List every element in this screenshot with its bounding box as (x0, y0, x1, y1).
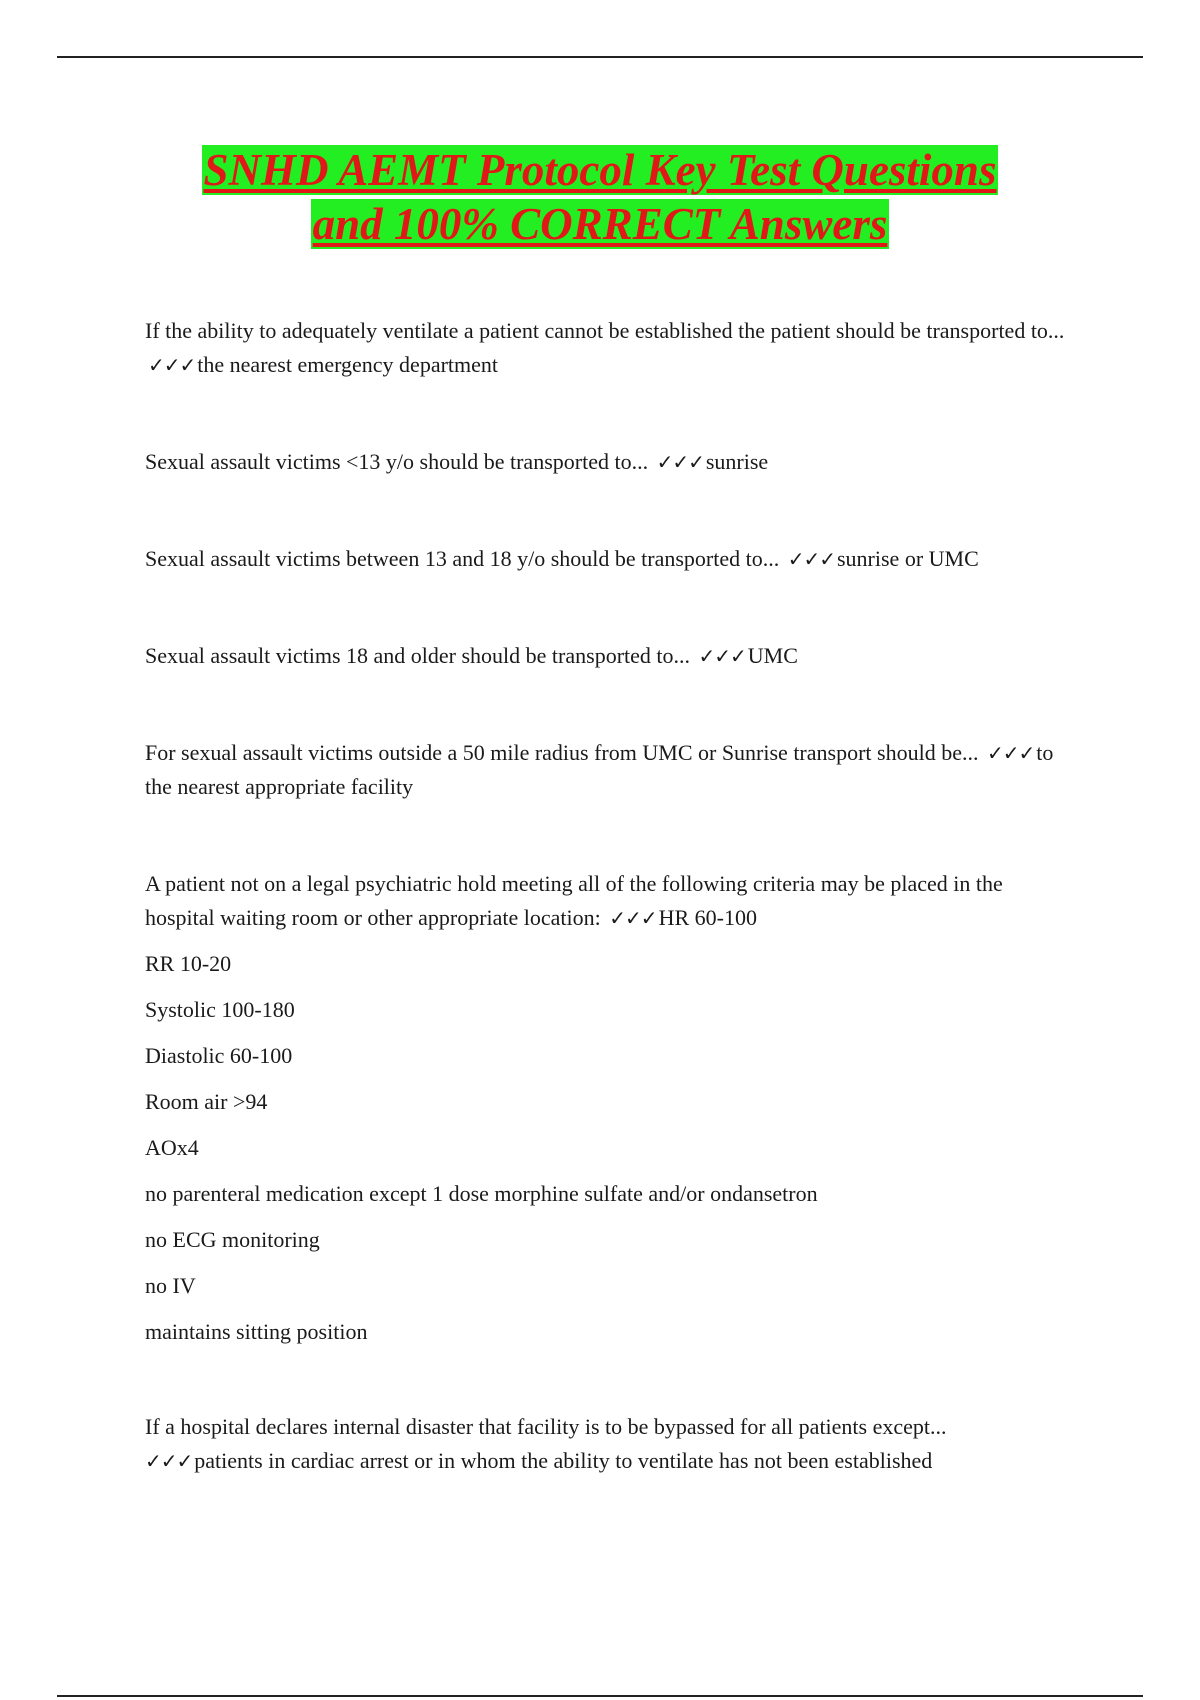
answer-line: RR 10-20 (145, 951, 232, 976)
answer-line: Room air >94 (145, 1089, 268, 1114)
checkmark-icon: ✓✓✓ (609, 906, 657, 930)
question-text: Sexual assault victims 18 and older should be transported to... (145, 643, 691, 668)
header-rule (57, 56, 1143, 58)
answer-text: sunrise (705, 449, 769, 474)
checkmark-icon: ✓✓✓ (656, 450, 704, 474)
question-text: For sexual assault victims outside a 50 mile radius from UMC or Sunrise transport should be... (145, 740, 979, 765)
footer-rule (57, 1695, 1143, 1697)
answer-line: Diastolic 60-100 (145, 1043, 293, 1068)
qa-item-4 (145, 639, 1075, 673)
answer-line: AOx4 (145, 1135, 199, 1160)
qa-item-7 (145, 1410, 1075, 1478)
answer-text: sunrise or UMC (837, 546, 979, 571)
title-line-1: SNHD AEMT Protocol Key Test Questions (203, 145, 997, 195)
question-text: Sexual assault victims between 13 and 18 y/o should be transported to... (145, 546, 780, 571)
qa-list (145, 314, 1075, 1478)
answer-line: maintains sitting position (145, 1319, 368, 1344)
qa-item-1 (145, 314, 1075, 382)
answer-line: no parenteral medication except 1 dose morphine sulfate and/or ondansetron (145, 1181, 818, 1206)
qa-item-2 (145, 445, 1075, 479)
checkmark-icon: ✓✓✓ (787, 547, 835, 571)
checkmark-icon: ✓✓✓ (148, 353, 196, 377)
qa-item-5 (145, 736, 1075, 804)
question-text: Sexual assault victims <13 y/o should be transported to... (145, 449, 649, 474)
document-title (100, 143, 1100, 251)
checkmark-icon: ✓✓✓ (698, 644, 746, 668)
qa-item-3 (145, 542, 1075, 576)
question-text: A patient not on a legal psychiatric hold meeting all of the following criteria may be placed in the hospital waiting room or other appropriate location: (145, 871, 1003, 930)
answer-text: UMC (747, 643, 798, 668)
title-line-2: and 100% CORRECT Answers (312, 199, 888, 249)
answer-line: Systolic 100-180 (145, 997, 295, 1022)
checkmark-icon: ✓✓✓ (145, 1449, 193, 1473)
answer-text: HR 60-100 (658, 905, 757, 930)
question-text: If the ability to adequately ventilate a patient cannot be established the patient should be transported to... (145, 318, 1065, 343)
answer-text: the nearest emergency department (197, 352, 499, 377)
checkmark-icon: ✓✓✓ (986, 741, 1035, 765)
answer-text: to the nearest appropriate facility (145, 740, 1054, 799)
question-text: If a hospital declares internal disaster that facility is to be bypassed for all patients except... (145, 1414, 947, 1439)
answer-line: no IV (145, 1273, 196, 1298)
qa-item-6 (145, 867, 1075, 935)
answer-text: patients in cardiac arrest or in whom the ability to ventilate has not been established (194, 1448, 933, 1473)
answer-line: no ECG monitoring (145, 1227, 320, 1252)
